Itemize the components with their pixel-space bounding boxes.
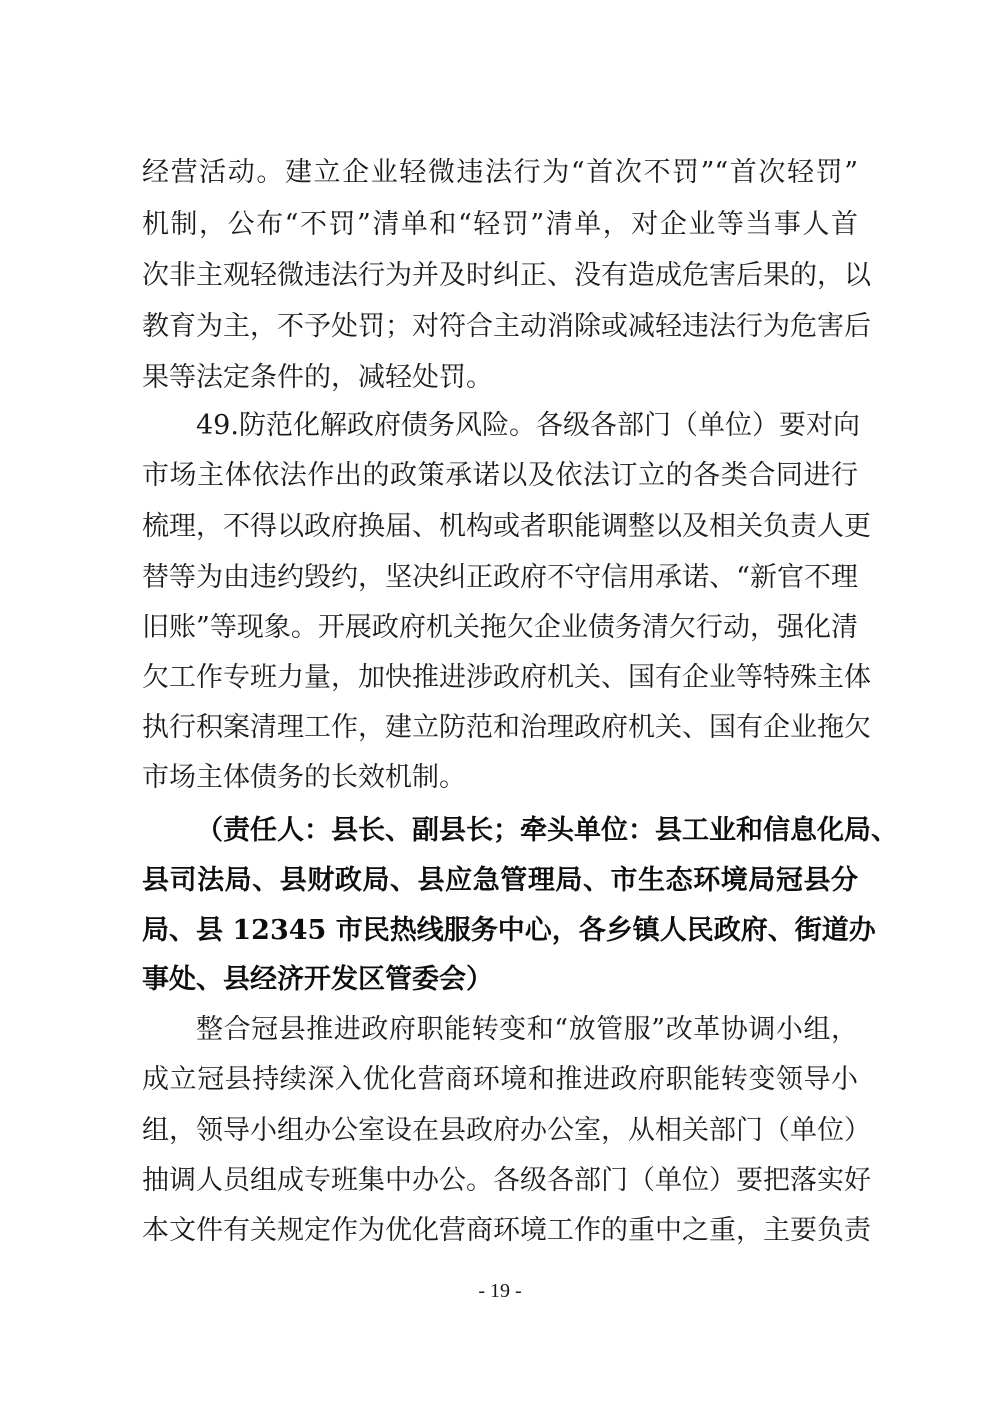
responsibility-line-1: （责任人：县长、副县长；牵头单位：县工业和信息化局、 bbox=[196, 815, 898, 846]
paragraph-1-line-2: 机制，公布“不罚”清单和“轻罚”清单，对企业等当事人首 bbox=[142, 209, 858, 240]
paragraph-2-line-8: 市场主体债务的长效机制。 bbox=[142, 762, 466, 793]
paragraph-4-line-2: 成立冠县持续深入优化营商环境和推进政府职能转变领导小 bbox=[142, 1064, 858, 1095]
paragraph-2-line-3: 梳理，不得以政府换届、机构或者职能调整以及相关负责人更 bbox=[142, 511, 871, 542]
paragraph-2-line-2: 市场主体依法作出的政策承诺以及依法订立的各类合同进行 bbox=[142, 460, 858, 491]
paragraph-2-line-4: 替等为由违约毁约，坚决纠正政府不守信用承诺、“新官不理 bbox=[142, 562, 858, 593]
paragraph-2-line-1: 49.防范化解政府债务风险。各级各部门（单位）要对向 bbox=[196, 410, 860, 441]
responsibility-line-2: 县司法局、县财政局、县应急管理局、市生态环境局冠县分 bbox=[142, 865, 858, 896]
paragraph-1-line-3: 次非主观轻微违法行为并及时纠正、没有造成危害后果的，以 bbox=[142, 260, 871, 291]
paragraph-4-line-1: 整合冠县推进政府职能转变和“放管服”改革协调小组， bbox=[196, 1014, 858, 1045]
paragraph-4-line-4: 抽调人员组成专班集中办公。各级各部门（单位）要把落实好 bbox=[142, 1165, 871, 1196]
paragraph-4-line-5: 本文件有关规定作为优化营商环境工作的重中之重，主要负责 bbox=[142, 1215, 871, 1246]
paragraph-2-line-5: 旧账”等现象。开展政府机关拖欠企业债务清欠行动，强化清 bbox=[142, 612, 858, 643]
paragraph-1-line-1: 经营活动。建立企业轻微违法行为“首次不罚”“首次轻罚” bbox=[142, 157, 858, 188]
responsibility-line-4: 事处、县经济开发区管委会） bbox=[142, 964, 493, 995]
paragraph-1-line-5: 果等法定条件的，减轻处罚。 bbox=[142, 362, 493, 393]
paragraph-4-line-3: 组，领导小组办公室设在县政府办公室，从相关部门（单位） bbox=[142, 1115, 871, 1146]
responsibility-line-3: 局、县 12345 市民热线服务中心，各乡镇人民政府、街道办 bbox=[142, 915, 876, 946]
paragraph-2-line-6: 欠工作专班力量，加快推进涉政府机关、国有企业等特殊主体 bbox=[142, 662, 871, 693]
page-number: - 19 - bbox=[478, 1280, 522, 1302]
paragraph-1-line-4: 教育为主，不予处罚；对符合主动消除或减轻违法行为危害后 bbox=[142, 311, 871, 342]
paragraph-2-line-7: 执行积案清理工作，建立防范和治理政府机关、国有企业拖欠 bbox=[142, 712, 871, 743]
